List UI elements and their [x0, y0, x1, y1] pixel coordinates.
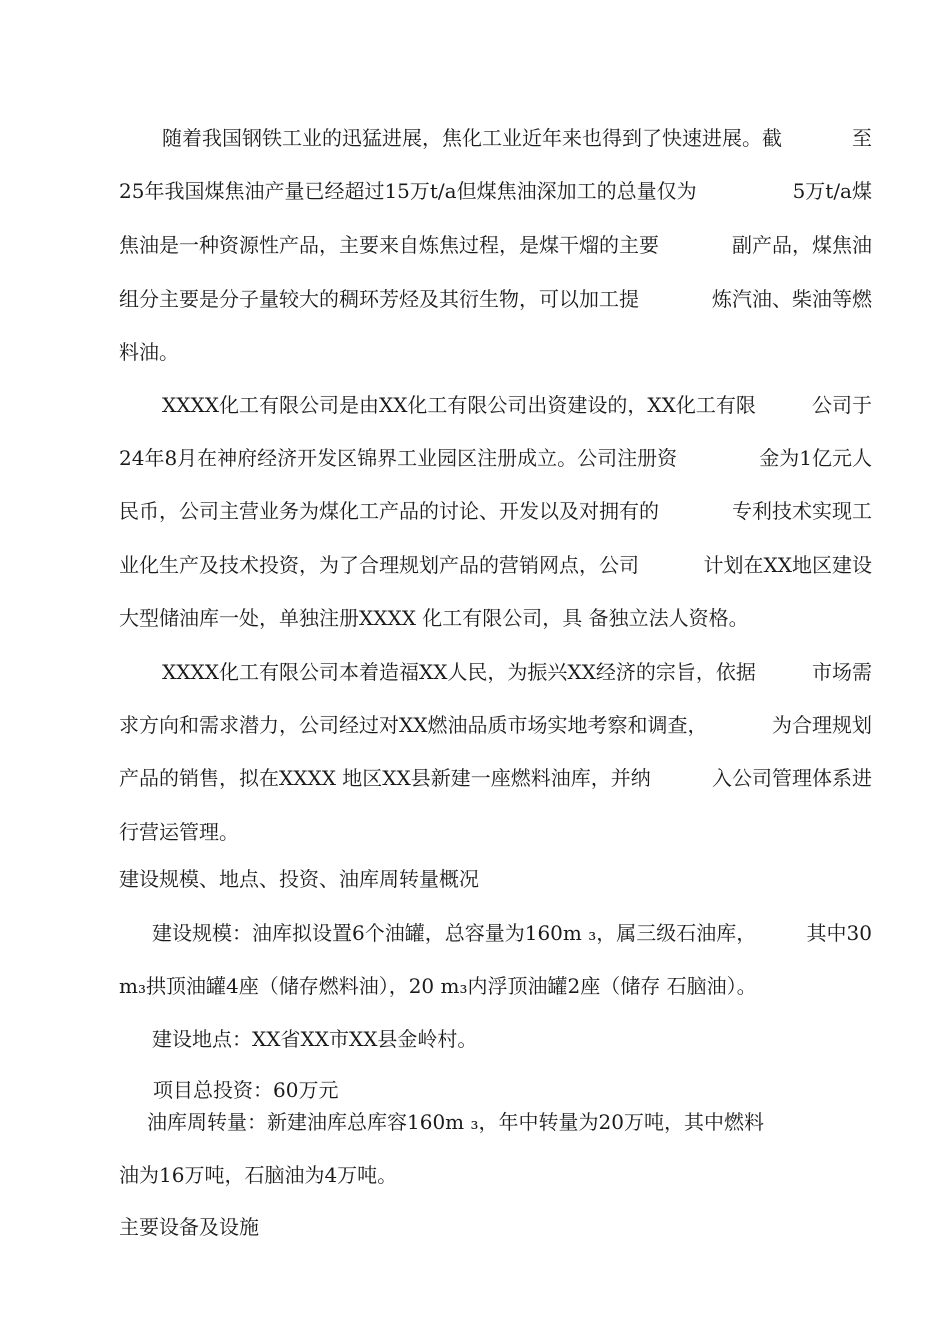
paragraph-3-line-2: 求方向和需求潜力，公司经过对XX燃油品质市场实地考察和调查， 为合理规划 [119, 713, 872, 737]
section-heading-equipment: 主要设备及设施 [119, 1215, 259, 1239]
paragraph-2-line-5: 大型储油库一处，单独注册XXXX 化工有限公司，具 备独立法人资格。 [119, 606, 749, 630]
paragraph-1-line-5: 料油。 [119, 340, 179, 364]
paragraph-1-line-1: 随着我国钢铁工业的迅猛进展，焦化工业近年来也得到了快速进展。截 至 [162, 126, 872, 150]
location-line: 建设地点：XX省XX市XX县金岭村。 [152, 1027, 478, 1051]
paragraph-2-line-2: 24年8月在神府经济开发区锦界工业园区注册成立。公司注册资 金为1亿元人 [119, 446, 872, 470]
paragraph-1-line-4: 组分主要是分子量较大的稠环芳烃及其衍生物，可以加工提 炼汽油、柴油等燃 [119, 287, 872, 311]
paragraph-2-line-4: 业化生产及技术投资，为了合理规划产品的营销网点，公司 计划在XX地区建设 [119, 553, 872, 577]
paragraph-2-line-1: XXXX化工有限公司是由XX化工有限公司出资建设的，XX化工有限 公司于 [162, 393, 872, 417]
paragraph-1-line-2: 25年我国煤焦油产量已经超过15万t/a但煤焦油深加工的总量仅为 5万t/a煤 [119, 179, 872, 203]
scale-line-1: 建设规模：油库拟设置6个油罐，总容量为160m ₃，属三级石油库， 其中30 [152, 921, 872, 945]
paragraph-3-line-3: 产品的销售，拟在XXXX 地区XX县新建一座燃料油库，并纳 入公司管理体系进 [119, 766, 872, 790]
paragraph-3-line-4: 行营运管理。 [119, 820, 239, 844]
section-heading-overview: 建设规模、地点、投资、油库周转量概况 [119, 867, 479, 891]
investment-line: 项目总投资：60万元 [153, 1078, 339, 1102]
paragraph-2-line-3: 民币，公司主营业务为煤化工产品的讨论、开发以及对拥有的 专利技术实现工 [119, 499, 872, 523]
scale-line-2: m₃拱顶油罐4座（储存燃料油），20 m₃内浮顶油罐2座（储存 石脑油）。 [119, 974, 757, 998]
paragraph-3-line-1: XXXX化工有限公司本着造福XX人民，为振兴XX经济的宗旨，依据 市场需 [162, 660, 872, 684]
turnover-line-2: 油为16万吨，石脑油为4万吨。 [119, 1163, 398, 1187]
turnover-line-1: 油库周转量：新建油库总库容160m ₃，年中转量为20万吨，其中燃料 [147, 1110, 764, 1134]
paragraph-1-line-3: 焦油是一种资源性产品，主要来自炼焦过程，是煤干熘的主要 副产品，煤焦油 [119, 233, 872, 257]
